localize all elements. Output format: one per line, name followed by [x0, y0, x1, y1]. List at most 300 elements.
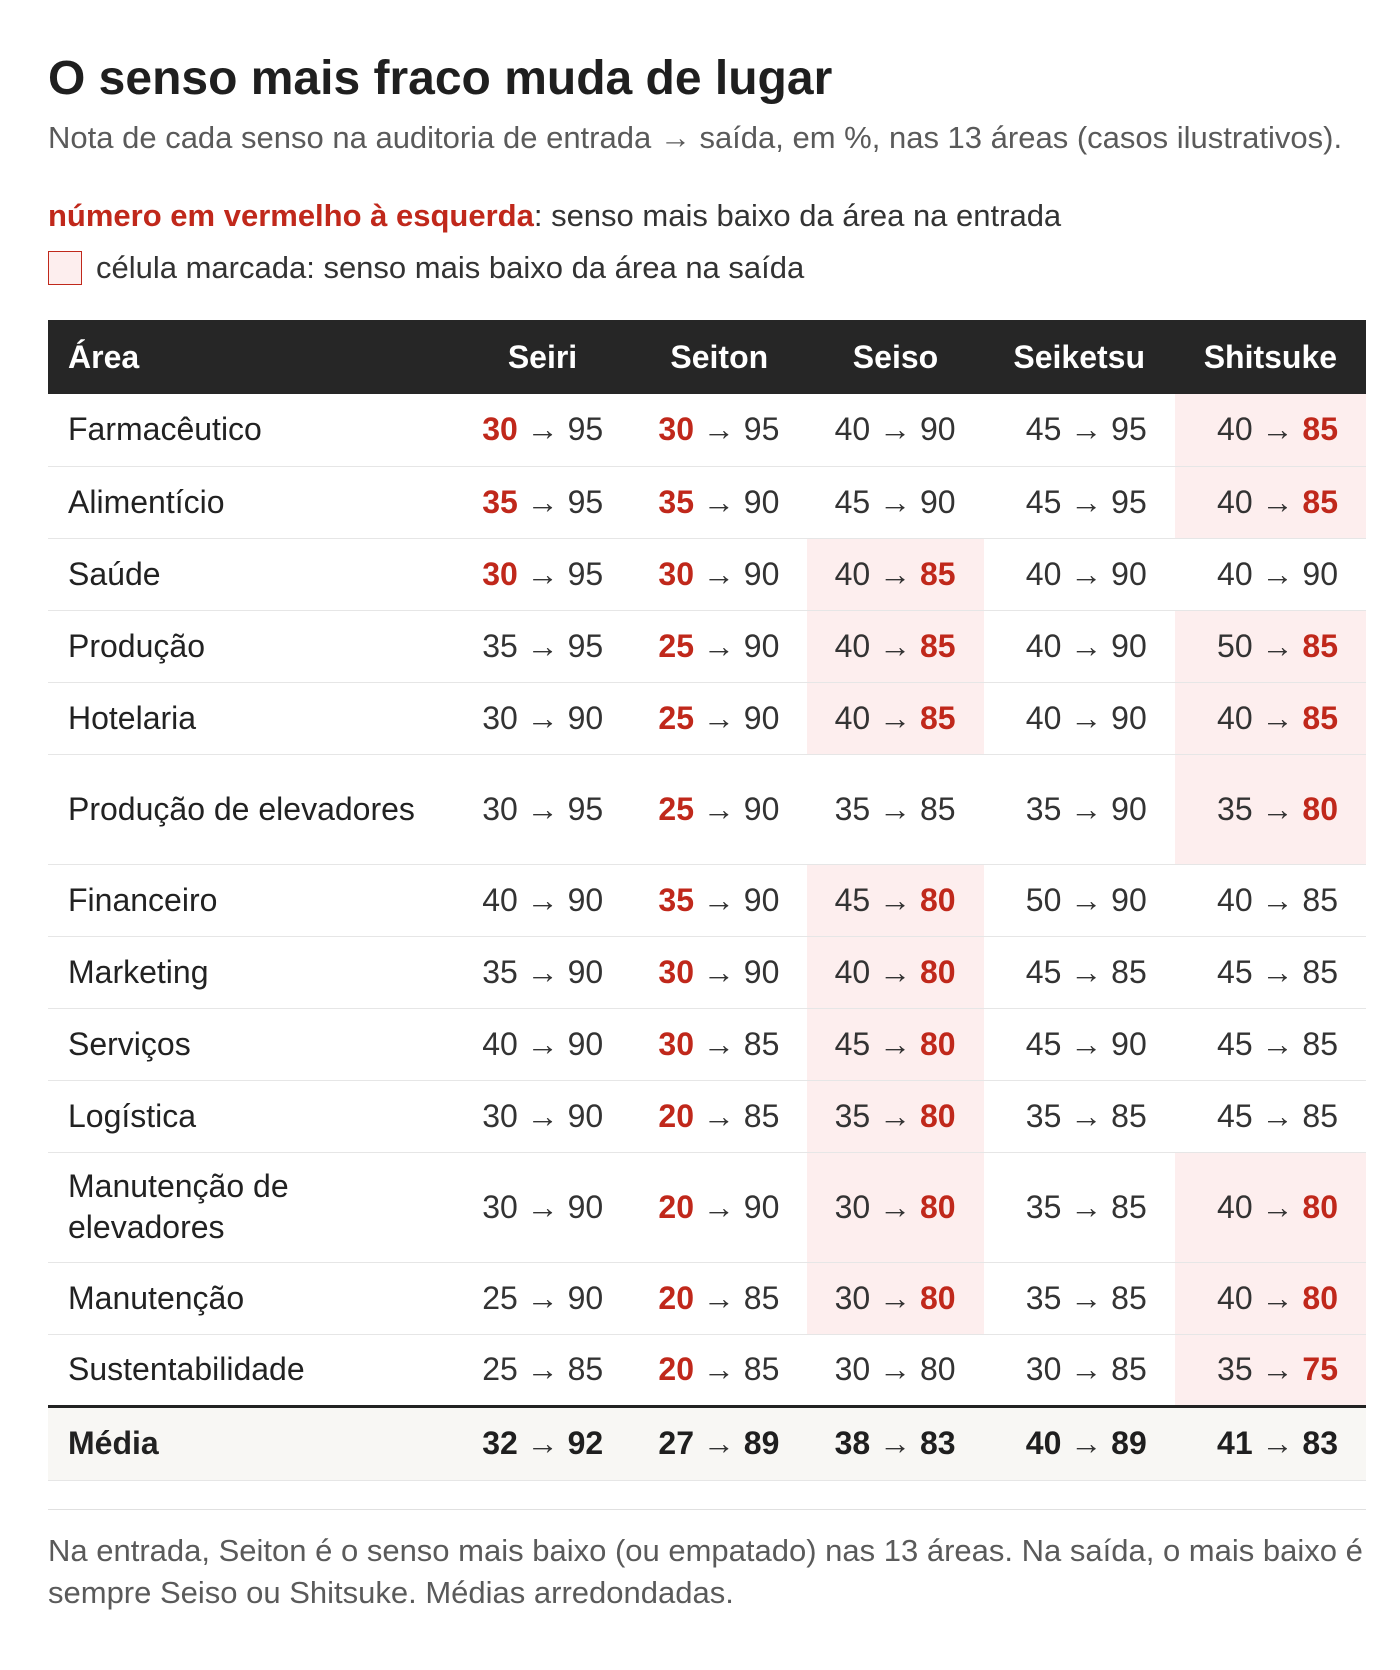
- score-exit: 95: [1111, 483, 1147, 520]
- score-cell: [454, 864, 631, 936]
- arrow-icon: →: [879, 1025, 912, 1062]
- score-cell: [631, 394, 807, 466]
- score-exit: 90: [567, 953, 604, 990]
- score-entry: 40: [1217, 411, 1253, 448]
- score-entry: 25: [482, 1351, 518, 1387]
- score-exit: 85: [1111, 953, 1147, 990]
- score-exit: 85: [1111, 1279, 1147, 1316]
- score-exit: 90: [743, 483, 780, 520]
- score-entry: 45: [1217, 953, 1253, 990]
- arrow-icon: →: [1070, 699, 1103, 736]
- score-entry: 30: [834, 1188, 871, 1225]
- score-cell: [807, 864, 983, 936]
- score-exit: 90: [743, 881, 780, 918]
- table-header: [48, 320, 1366, 394]
- score-exit: 90: [1302, 555, 1338, 592]
- score-cell: [454, 754, 631, 864]
- header-row: [48, 320, 1366, 394]
- area-name: Manutenção de elevadores: [48, 1152, 454, 1262]
- score-exit: 90: [920, 483, 956, 520]
- score-entry: 50: [1025, 881, 1062, 918]
- score-exit: 89: [743, 1425, 780, 1461]
- score-entry: 30: [482, 699, 518, 736]
- area-name: Hotelaria: [48, 682, 454, 754]
- score-cell: [807, 754, 983, 864]
- score-entry: 40: [482, 1025, 518, 1062]
- score-cell: [984, 610, 1175, 682]
- score-exit: 90: [743, 790, 780, 827]
- score-exit: 89: [1111, 1425, 1147, 1461]
- score-entry: 30: [834, 1279, 871, 1316]
- arrow-icon: →: [1261, 881, 1294, 918]
- arrow-icon: →: [526, 1097, 559, 1134]
- score-entry: 40: [1025, 699, 1062, 736]
- arrow-icon: →: [1261, 627, 1294, 664]
- score-cell: [1175, 466, 1366, 538]
- score-exit: 85: [920, 699, 956, 736]
- score-cell: [631, 1262, 807, 1334]
- legend-red-label: número em vermelho à esquerda: [48, 198, 534, 233]
- average-cell: [807, 1406, 983, 1480]
- score-entry: 45: [1025, 1025, 1062, 1062]
- score-entry: 41: [1217, 1425, 1253, 1461]
- score-exit: 90: [1111, 555, 1147, 592]
- arrow-icon: →: [702, 1425, 735, 1461]
- score-exit: 90: [1111, 881, 1147, 918]
- legend-marked-line: [48, 248, 1366, 288]
- score-exit: 90: [1111, 1025, 1147, 1062]
- score-exit: 90: [920, 411, 956, 448]
- header-seiton: Seiton: [631, 320, 807, 394]
- area-name: Sustentabilidade: [48, 1334, 454, 1406]
- legend-marked-swatch: [48, 251, 82, 285]
- arrow-icon: →: [1261, 483, 1294, 520]
- page-container: [48, 48, 1366, 1614]
- score-entry: 35: [1025, 790, 1062, 827]
- score-exit: 80: [1302, 790, 1338, 827]
- score-entry: 20: [658, 1097, 694, 1134]
- average-cell: [984, 1406, 1175, 1480]
- arrow-icon: →: [879, 1351, 912, 1387]
- score-exit: 90: [567, 1279, 604, 1316]
- score-exit: 80: [920, 1097, 956, 1134]
- score-cell: [454, 936, 631, 1008]
- score-exit: 85: [1302, 627, 1338, 664]
- score-entry: 35: [1217, 790, 1253, 827]
- arrow-icon: →: [1261, 1279, 1294, 1316]
- score-cell: [631, 1008, 807, 1080]
- score-entry: 40: [1025, 627, 1062, 664]
- score-cell: [1175, 538, 1366, 610]
- score-cell: [807, 1262, 983, 1334]
- score-exit: 80: [920, 1351, 956, 1387]
- score-exit: 75: [1302, 1351, 1338, 1387]
- arrow-icon: →: [1070, 555, 1103, 592]
- footnote: Na entrada, Seiton é o senso mais baixo (ou empatado) nas 13 áreas. Na saída, o mais baixo é sempre Seiso ou Shitsuke. Médias arredondadas.: [48, 1532, 1363, 1610]
- header-seiso: Seiso: [807, 320, 983, 394]
- area-name: Serviços: [48, 1008, 454, 1080]
- score-entry: 45: [834, 483, 871, 520]
- score-exit: 85: [1302, 881, 1338, 918]
- score-entry: 40: [482, 881, 518, 918]
- arrow-icon: →: [702, 1279, 735, 1316]
- score-cell: [1175, 1080, 1366, 1152]
- score-cell: [454, 682, 631, 754]
- score-cell: [984, 394, 1175, 466]
- score-cell: [454, 1152, 631, 1262]
- arrow-icon: →: [1261, 1425, 1294, 1461]
- score-cell: [1175, 1152, 1366, 1262]
- score-exit: 92: [567, 1425, 604, 1461]
- score-exit: 90: [567, 1188, 604, 1225]
- arrow-icon: →: [702, 411, 735, 448]
- arrow-icon: →: [1070, 1097, 1103, 1134]
- score-entry: 40: [1217, 555, 1253, 592]
- score-exit: 95: [567, 555, 604, 592]
- score-exit: 80: [920, 1025, 956, 1062]
- score-exit: 85: [1302, 953, 1338, 990]
- arrow-icon: →: [879, 483, 912, 520]
- score-cell: [454, 538, 631, 610]
- arrow-icon: →: [1070, 483, 1103, 520]
- score-cell: [807, 538, 983, 610]
- arrow-icon: →: [526, 699, 559, 736]
- arrow-icon: →: [1261, 411, 1294, 448]
- score-cell: [1175, 936, 1366, 1008]
- score-cell: [454, 1080, 631, 1152]
- arrow-icon: →: [702, 699, 735, 736]
- arrow-icon: →: [702, 790, 735, 827]
- arrow-icon: →: [879, 411, 912, 448]
- score-cell: [984, 682, 1175, 754]
- score-entry: 27: [658, 1425, 694, 1461]
- score-cell: [631, 754, 807, 864]
- score-exit: 83: [1302, 1425, 1338, 1461]
- score-cell: [807, 936, 983, 1008]
- score-entry: 40: [834, 699, 871, 736]
- table-row: [48, 1080, 1366, 1152]
- score-entry: 40: [834, 411, 871, 448]
- legend: [48, 196, 1366, 288]
- score-exit: 90: [743, 627, 780, 664]
- score-entry: 30: [482, 1097, 518, 1134]
- arrow-icon: →: [879, 1188, 912, 1225]
- score-cell: [984, 1080, 1175, 1152]
- score-entry: 45: [834, 1025, 871, 1062]
- score-entry: 45: [1025, 953, 1062, 990]
- score-cell: [454, 394, 631, 466]
- score-exit: 95: [1111, 411, 1147, 448]
- score-cell: [807, 1008, 983, 1080]
- score-cell: [631, 466, 807, 538]
- score-entry: 20: [658, 1279, 694, 1316]
- arrow-icon: →: [879, 555, 912, 592]
- scores-table: [48, 320, 1366, 1481]
- score-entry: 40: [1217, 483, 1253, 520]
- score-entry: 45: [1025, 483, 1062, 520]
- score-entry: 25: [482, 1279, 518, 1316]
- arrow-icon: →: [702, 953, 735, 990]
- score-cell: [1175, 682, 1366, 754]
- arrow-icon: →: [702, 555, 735, 592]
- score-entry: 40: [1217, 1188, 1253, 1225]
- score-exit: 90: [743, 1188, 780, 1225]
- score-entry: 30: [658, 411, 694, 448]
- arrow-icon: →: [1070, 1025, 1103, 1062]
- table-row: [48, 466, 1366, 538]
- score-cell: [631, 682, 807, 754]
- arrow-icon: →: [526, 790, 559, 827]
- score-exit: 85: [1111, 1188, 1147, 1225]
- score-cell: [454, 1262, 631, 1334]
- score-cell: [1175, 864, 1366, 936]
- score-entry: 45: [834, 881, 871, 918]
- score-exit: 95: [743, 411, 780, 448]
- score-exit: 85: [920, 790, 956, 827]
- table-row: [48, 394, 1366, 466]
- score-exit: 95: [567, 627, 604, 664]
- score-entry: 35: [1217, 1351, 1253, 1387]
- score-exit: 85: [1111, 1097, 1147, 1134]
- score-exit: 90: [567, 881, 604, 918]
- score-cell: [631, 1080, 807, 1152]
- footnote-divider: [48, 1509, 1366, 1510]
- table-row: [48, 936, 1366, 1008]
- score-exit: 90: [743, 953, 780, 990]
- arrow-icon: →: [879, 699, 912, 736]
- score-exit: 85: [1111, 1351, 1147, 1387]
- score-cell: [807, 394, 983, 466]
- score-entry: 35: [1025, 1188, 1062, 1225]
- score-entry: 30: [658, 953, 694, 990]
- score-exit: 90: [743, 555, 780, 592]
- score-entry: 45: [1025, 411, 1062, 448]
- area-name: Logística: [48, 1080, 454, 1152]
- area-name: Alimentício: [48, 466, 454, 538]
- arrow-icon: →: [879, 953, 912, 990]
- score-cell: [984, 1008, 1175, 1080]
- score-exit: 90: [1111, 790, 1147, 827]
- score-entry: 35: [482, 627, 518, 664]
- score-exit: 90: [567, 1025, 604, 1062]
- arrow-icon: →: [526, 953, 559, 990]
- score-entry: 40: [1217, 881, 1253, 918]
- arrow-icon: →: [879, 627, 912, 664]
- table-row: [48, 1152, 1366, 1262]
- table-body: [48, 394, 1366, 1406]
- arrow-icon: →: [526, 627, 559, 664]
- score-cell: [1175, 1334, 1366, 1406]
- table-row: [48, 1334, 1366, 1406]
- score-exit: 85: [1302, 411, 1338, 448]
- arrow-icon: →: [1070, 411, 1103, 448]
- score-entry: 40: [834, 953, 871, 990]
- score-exit: 85: [567, 1351, 604, 1387]
- score-cell: [984, 864, 1175, 936]
- score-exit: 85: [920, 555, 956, 592]
- area-name: Farmacêutico: [48, 394, 454, 466]
- score-cell: [631, 936, 807, 1008]
- arrow-icon: →: [702, 627, 735, 664]
- score-cell: [454, 1334, 631, 1406]
- arrow-icon: →: [702, 1188, 735, 1225]
- score-exit: 80: [920, 1279, 956, 1316]
- arrow-icon: →: [879, 1425, 912, 1461]
- score-entry: 25: [658, 627, 694, 664]
- arrow-icon: →: [526, 483, 559, 520]
- legend-red-line: [48, 196, 1366, 236]
- score-cell: [807, 682, 983, 754]
- score-cell: [807, 610, 983, 682]
- score-cell: [984, 1152, 1175, 1262]
- score-exit: 90: [567, 699, 604, 736]
- score-entry: 30: [658, 1025, 694, 1062]
- score-entry: 35: [482, 483, 518, 520]
- arrow-icon: →: [879, 790, 912, 827]
- score-exit: 85: [1302, 1097, 1338, 1134]
- score-exit: 95: [567, 483, 604, 520]
- header-seiri: Seiri: [454, 320, 631, 394]
- page-subtitle: Nota de cada senso na auditoria de entrada → saída, em %, nas 13 áreas (casos ilustrativos).: [48, 120, 1343, 155]
- table-row: [48, 864, 1366, 936]
- arrow-icon: →: [1070, 1425, 1103, 1461]
- score-entry: 45: [1217, 1025, 1253, 1062]
- arrow-icon: →: [879, 881, 912, 918]
- arrow-icon: →: [526, 1279, 559, 1316]
- arrow-icon: →: [526, 881, 559, 918]
- arrow-icon: →: [702, 1025, 735, 1062]
- score-entry: 40: [1025, 1425, 1062, 1461]
- score-entry: 40: [834, 555, 871, 592]
- arrow-icon: →: [879, 1279, 912, 1316]
- score-cell: [984, 466, 1175, 538]
- score-entry: 40: [1217, 1279, 1253, 1316]
- arrow-icon: →: [702, 1097, 735, 1134]
- score-entry: 35: [482, 953, 518, 990]
- score-exit: 80: [920, 881, 956, 918]
- arrow-icon: →: [1261, 1188, 1294, 1225]
- average-cell: [631, 1406, 807, 1480]
- score-exit: 80: [920, 1188, 956, 1225]
- score-cell: [1175, 1262, 1366, 1334]
- page-title: O senso mais fraco muda de lugar: [48, 52, 833, 105]
- score-exit: 85: [1302, 699, 1338, 736]
- score-cell: [454, 466, 631, 538]
- score-entry: 30: [834, 1351, 871, 1387]
- arrow-icon: →: [1070, 1351, 1103, 1387]
- score-entry: 30: [482, 1188, 518, 1225]
- header-area: Área: [48, 320, 454, 394]
- score-entry: 30: [482, 790, 518, 827]
- score-exit: 83: [920, 1425, 956, 1461]
- score-entry: 32: [482, 1425, 518, 1461]
- score-entry: 35: [658, 881, 694, 918]
- score-exit: 85: [743, 1351, 780, 1387]
- arrow-icon: →: [879, 1097, 912, 1134]
- score-entry: 40: [1217, 699, 1253, 736]
- score-entry: 45: [1217, 1097, 1253, 1134]
- arrow-icon: →: [1261, 555, 1294, 592]
- score-exit: 85: [1302, 1025, 1338, 1062]
- score-entry: 25: [658, 790, 694, 827]
- score-cell: [631, 610, 807, 682]
- score-cell: [1175, 610, 1366, 682]
- table-row: [48, 538, 1366, 610]
- score-entry: 35: [658, 483, 694, 520]
- area-name: Financeiro: [48, 864, 454, 936]
- score-entry: 20: [658, 1351, 694, 1387]
- arrow-icon: →: [1261, 1351, 1294, 1387]
- arrow-icon: →: [526, 1188, 559, 1225]
- score-cell: [631, 538, 807, 610]
- area-name: Produção de elevadores: [48, 754, 454, 864]
- score-entry: 30: [482, 411, 518, 448]
- arrow-icon: →: [526, 555, 559, 592]
- score-exit: 90: [567, 1097, 604, 1134]
- score-cell: [631, 1334, 807, 1406]
- score-exit: 95: [567, 411, 604, 448]
- score-exit: 80: [1302, 1188, 1338, 1225]
- table-row: [48, 610, 1366, 682]
- arrow-icon: →: [1261, 1097, 1294, 1134]
- table-footer: [48, 1406, 1366, 1480]
- score-entry: 40: [1025, 555, 1062, 592]
- arrow-icon: →: [1070, 627, 1103, 664]
- header-shitsuke: Shitsuke: [1175, 320, 1366, 394]
- score-entry: 20: [658, 1188, 694, 1225]
- score-entry: 30: [1025, 1351, 1062, 1387]
- arrow-icon: →: [1070, 1279, 1103, 1316]
- score-entry: 50: [1217, 627, 1253, 664]
- score-exit: 90: [1111, 627, 1147, 664]
- score-entry: 38: [834, 1425, 871, 1461]
- score-cell: [454, 1008, 631, 1080]
- score-entry: 30: [658, 555, 694, 592]
- arrow-icon: →: [526, 1425, 559, 1461]
- score-exit: 95: [567, 790, 604, 827]
- legend-red-description: : senso mais baixo da área na entrada: [533, 198, 1062, 233]
- score-cell: [454, 610, 631, 682]
- score-entry: 30: [482, 555, 518, 592]
- score-cell: [1175, 394, 1366, 466]
- arrow-icon: →: [526, 1025, 559, 1062]
- score-cell: [984, 538, 1175, 610]
- score-entry: 35: [1025, 1097, 1062, 1134]
- score-entry: 35: [1025, 1279, 1062, 1316]
- score-cell: [984, 1334, 1175, 1406]
- arrow-icon: →: [1261, 953, 1294, 990]
- score-exit: 80: [1302, 1279, 1338, 1316]
- arrow-icon: →: [526, 411, 559, 448]
- arrow-icon: →: [1261, 790, 1294, 827]
- arrow-icon: →: [1070, 790, 1103, 827]
- area-name: Marketing: [48, 936, 454, 1008]
- average-row: [48, 1406, 1366, 1480]
- score-exit: 85: [743, 1097, 780, 1134]
- arrow-icon: →: [1070, 881, 1103, 918]
- score-entry: 35: [834, 1097, 871, 1134]
- header-seiketsu: Seiketsu: [984, 320, 1175, 394]
- table-row: [48, 1262, 1366, 1334]
- legend-marked-description: célula marcada: senso mais baixo da área na saída: [96, 250, 805, 285]
- score-cell: [807, 1334, 983, 1406]
- table-row: [48, 1008, 1366, 1080]
- arrow-icon: →: [702, 881, 735, 918]
- table-row: [48, 682, 1366, 754]
- score-exit: 85: [1302, 483, 1338, 520]
- average-cell: [454, 1406, 631, 1480]
- score-cell: [1175, 754, 1366, 864]
